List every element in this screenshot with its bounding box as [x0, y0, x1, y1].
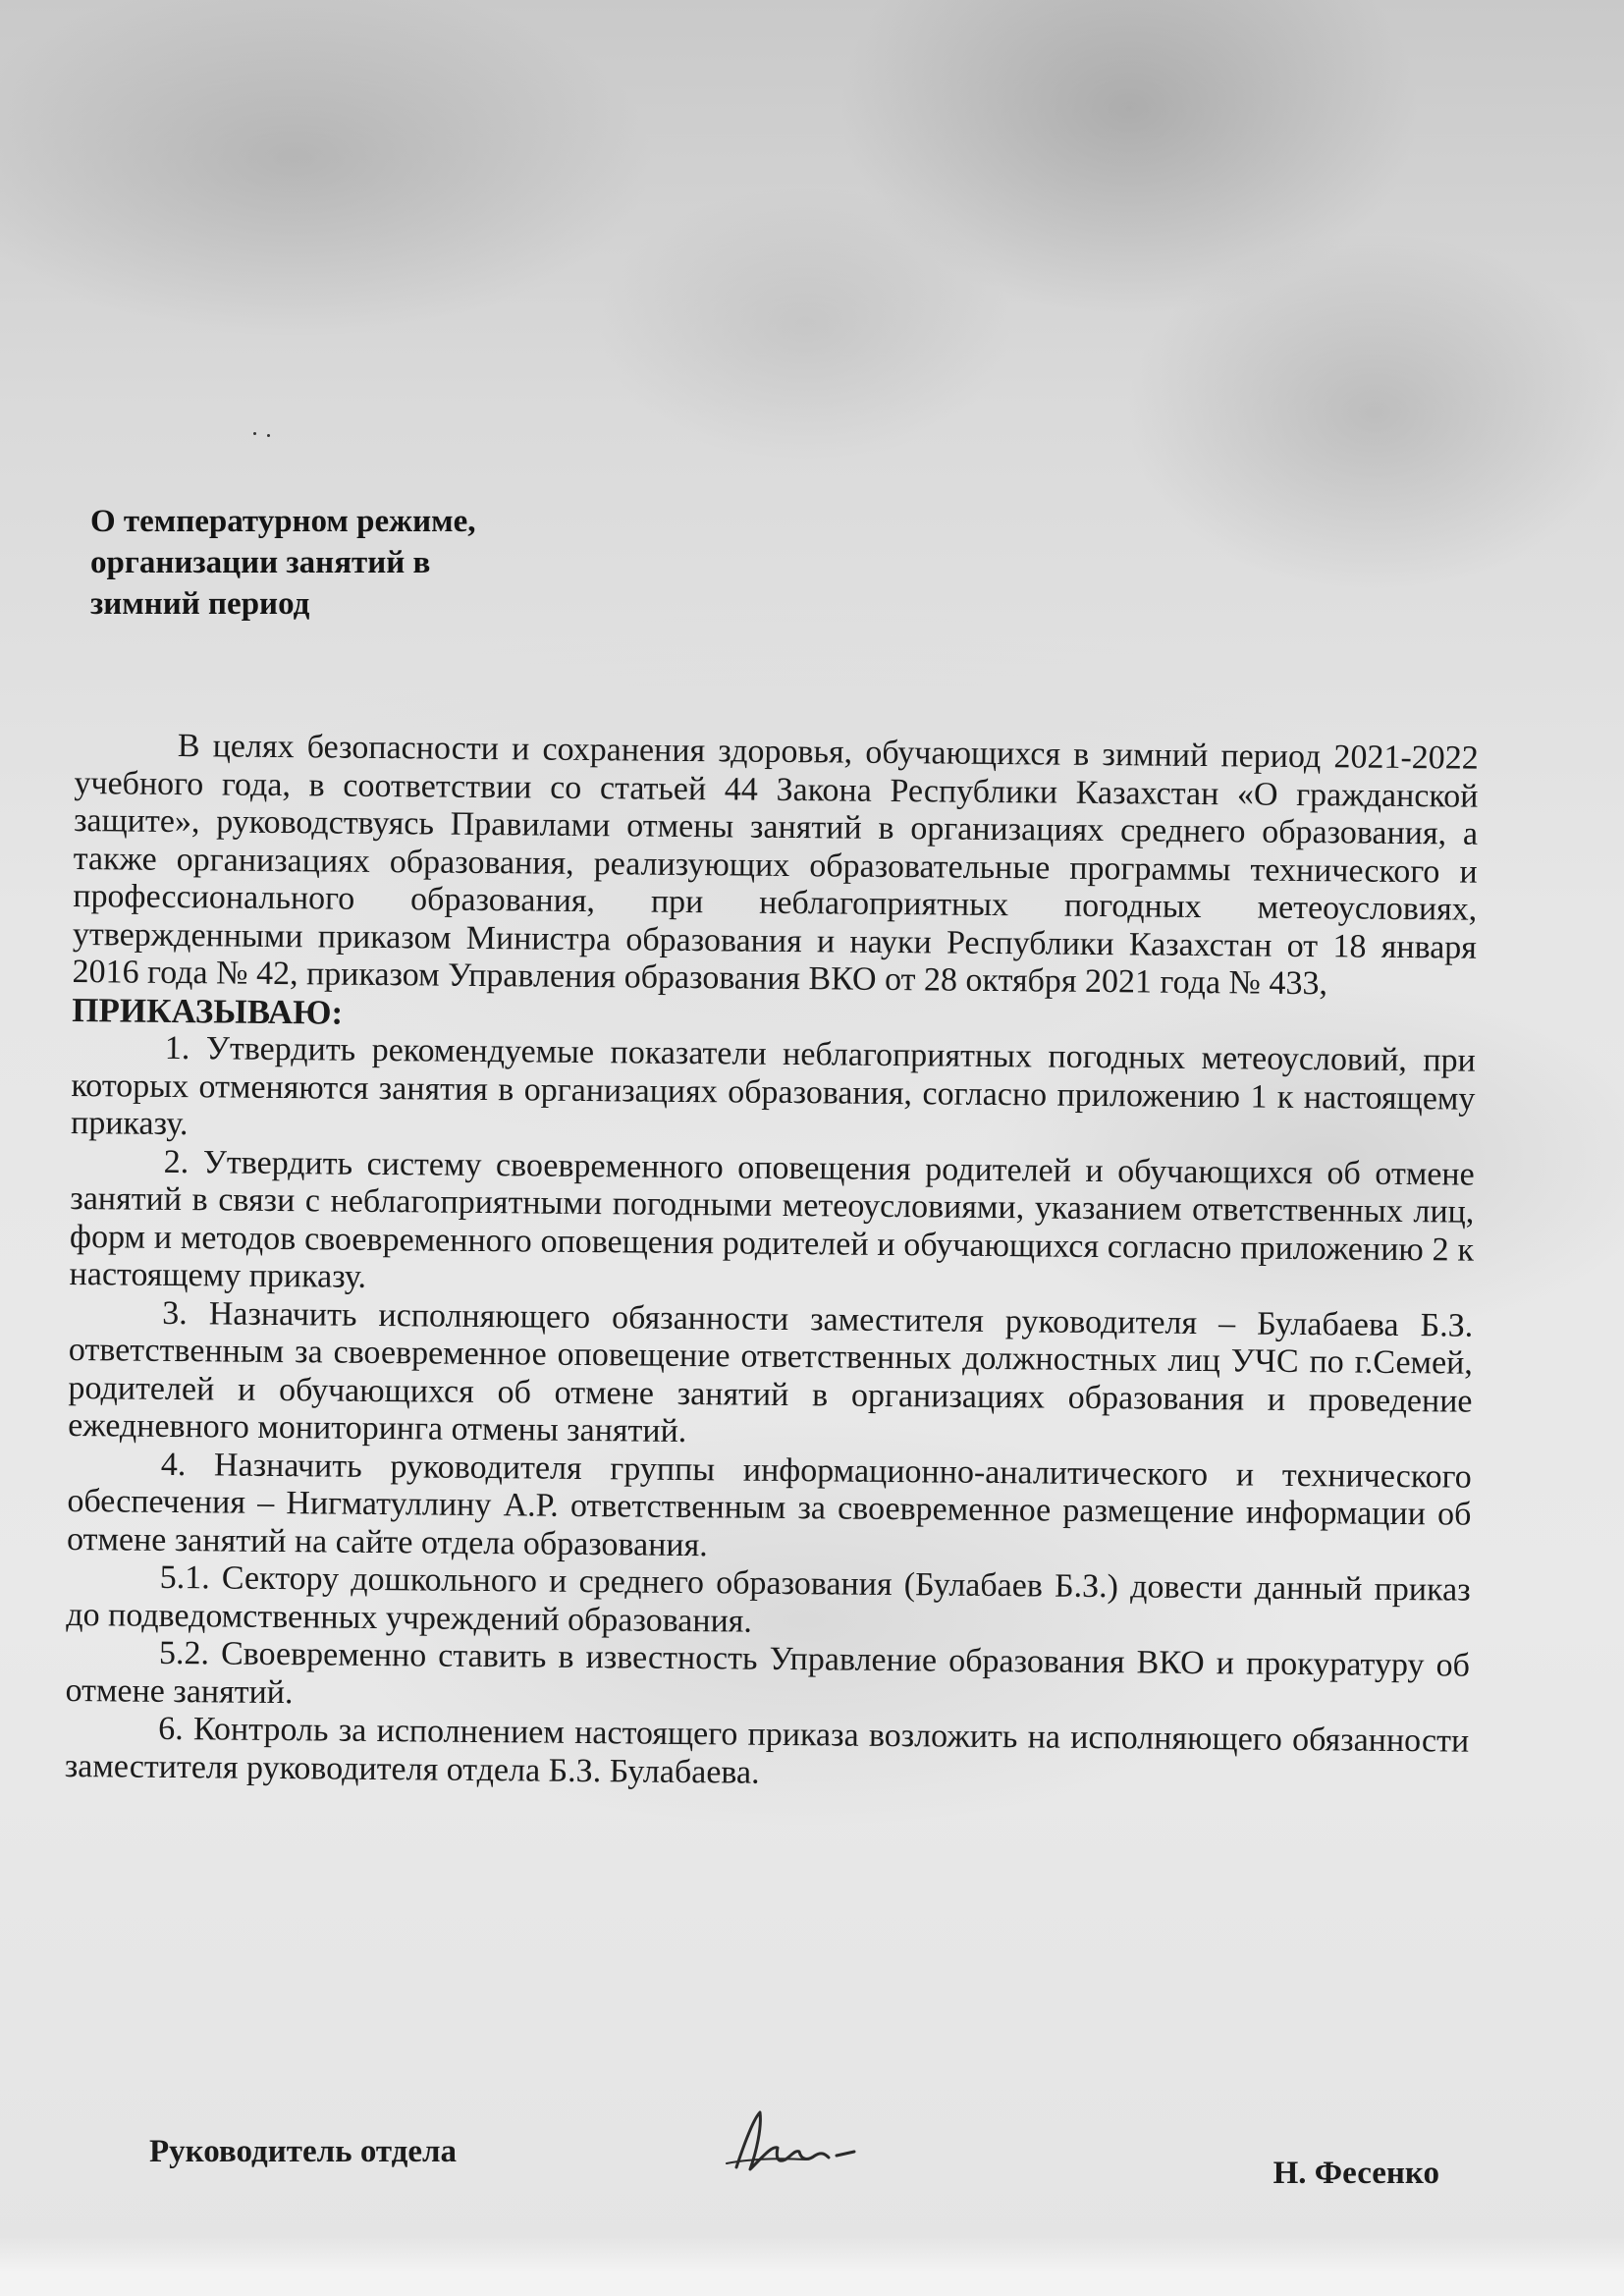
signatory-position: Руководитель отдела: [149, 2134, 458, 2169]
order-heading: ПРИКАЗЫВАЮ:: [72, 990, 344, 1032]
document-body: [65, 727, 1479, 1799]
order-item: 6. Контроль за исполнением настоящего приказа возложить на исполняющего обязанности заместителя руководителя отдела Б.З. Булабаева.: [64, 1710, 1470, 1791]
document-title: [90, 501, 601, 625]
preamble-paragraph: В целях безопасности и сохранения здоровья, обучающихся в зимний период 2021-2022 учебного года, в соответствии со статьей 44 Закона Республики Казахстан «О гражданской защите», руководствуясь Правилами отмены занятий в организациях среднего образования, а также организациях образования, реализующих образовательные программы технического и профессионального образования, при неблагоприятных погодных метеоусловиях, утвержденными приказом Министра образования и науки Республики Казахстан от 18 января 2016 года № 42, приказом Управления образования ВКО от 28 октября 2021 года № 433,: [72, 728, 1479, 1003]
order-item: 1. Утвердить рекомендуемые показатели неблагоприятных погодных метеоусловий, при которых отменяются занятия в организациях образования, согласно приложению 1 к настоящему приказу.: [70, 1029, 1476, 1143]
title-line: О температурном режиме,: [90, 504, 476, 539]
scan-speck: [253, 432, 256, 435]
title-line: организации занятий в: [90, 545, 431, 580]
scan-speck: [267, 434, 270, 437]
signature-block: [0, 2126, 1624, 2195]
order-item: 5.1. Сектору дошкольного и среднего образования (Булабаев Б.З.) довести данный приказ до подведомственных учреждений образования.: [66, 1558, 1471, 1640]
scan-edge: [0, 2237, 1624, 2296]
order-item: 2. Утвердить систему своевременного оповещения родителей и обучающихся об отмене занятий в связи с неблагоприятными погодными метеоусловиями, указанием ответственных лиц, форм и методов своевременного оповещения родителей и обучающихся согласно приложению 2 к настоящему приказу.: [69, 1143, 1475, 1295]
signatory-name: Н. Фесенко: [1272, 2156, 1439, 2191]
order-item: 3. Назначить исполняющего обязанности заместителя руководителя – Булабаева Б.З. ответственным за своевременное оповещение ответственных должностных лиц УЧС по г.Семей, родителей и обучающихся об отмене занятий в организациях образования и проведение ежедневного мониторинга отмены занятий.: [67, 1294, 1474, 1450]
handwritten-signature: [717, 2099, 874, 2187]
title-line: зимний период: [90, 586, 310, 622]
order-item: 4. Назначить руководителя группы информационно-аналитического и технического обеспечения – Нигматуллину А.Р. ответственным за своевременное размещение информации об отмене занятий на сайте отдела образования.: [66, 1446, 1472, 1563]
order-item: 5.2. Своевременно ставить в известность Управление образования ВКО и прокуратуру об отмене занятий.: [65, 1634, 1471, 1711]
